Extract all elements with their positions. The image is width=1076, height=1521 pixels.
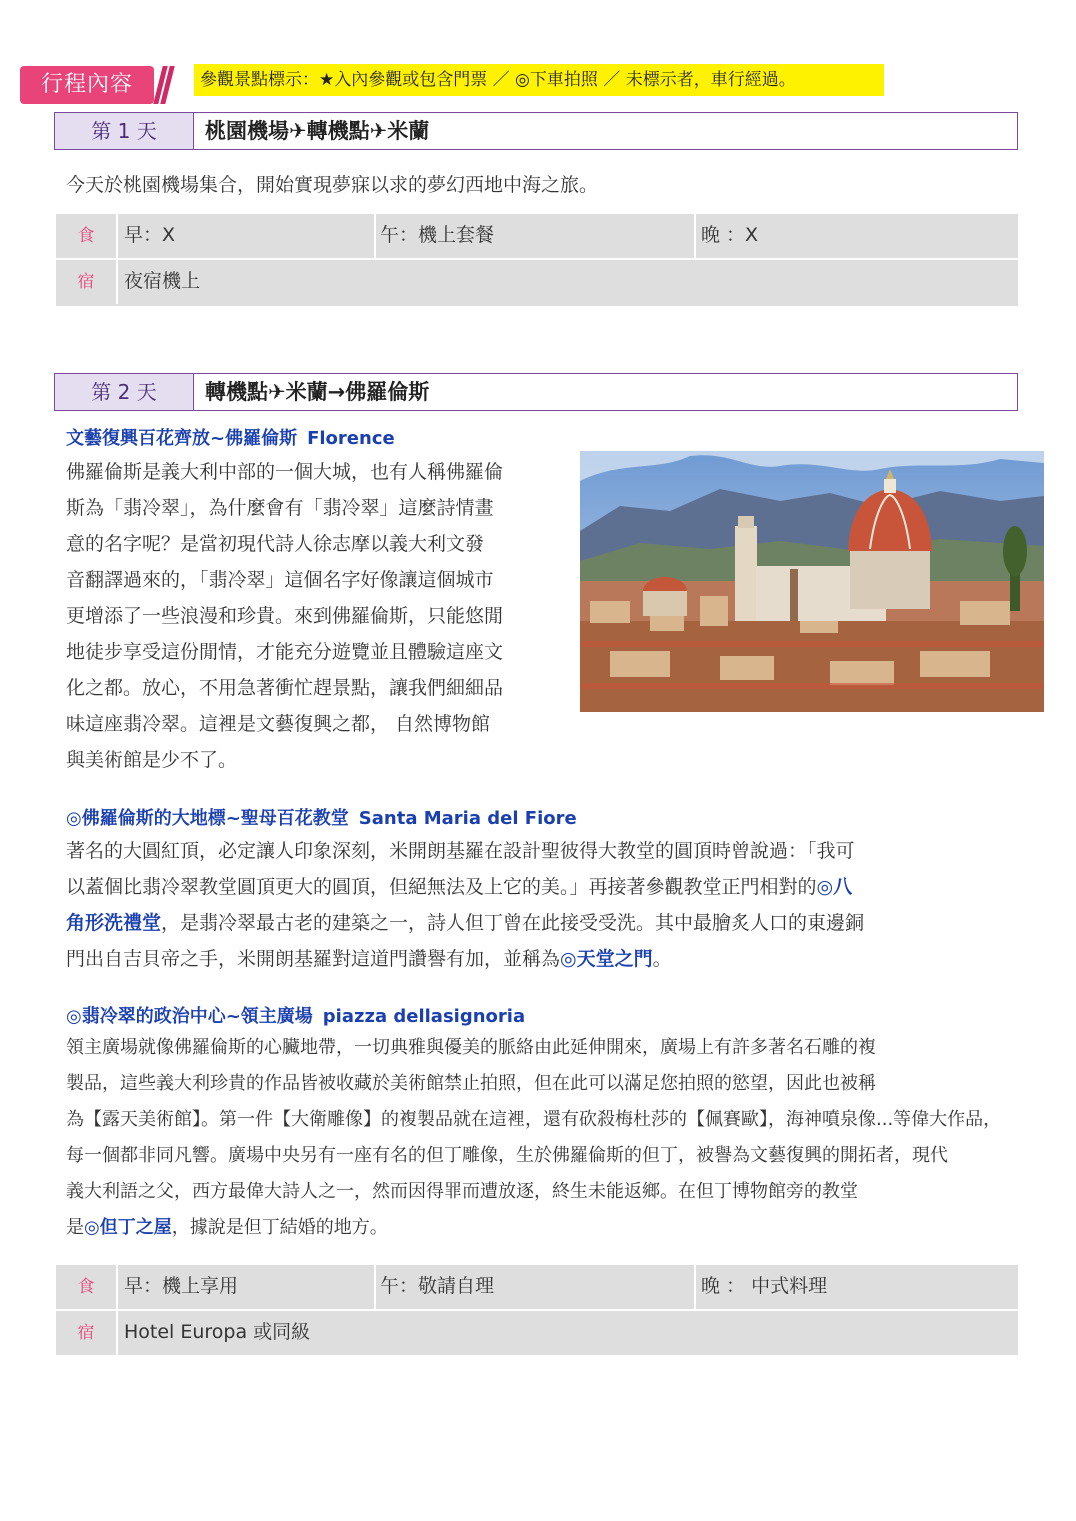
day-2-header (54, 373, 1018, 411)
meal-row (56, 1265, 1018, 1311)
florence-heading: 文藝復興百花齊放~佛羅倫斯 Florence (66, 428, 395, 449)
day-2-meals-table (56, 1265, 1018, 1355)
stay-row (56, 260, 1018, 304)
breakfast: 早：X (124, 224, 176, 246)
duomo-heading: ◎佛羅倫斯的大地標~聖母百花教堂 Santa Maria del Fiore (66, 808, 577, 829)
legend-note: 參觀景點標示：★入內參觀或包含門票 ／ ◎下車拍照 ／ 未標示者，車行經過。 (194, 64, 884, 96)
day-1-header (54, 112, 1018, 150)
hotel: 夜宿機上 (124, 270, 201, 292)
food-label: 食 (56, 214, 118, 258)
dinner: 晚 ： 中式料理 (701, 1275, 828, 1297)
stay-label: 宿 (56, 260, 118, 304)
stay-row (56, 1311, 1018, 1355)
day-2-label: 第 2 天 (55, 374, 194, 410)
signoria-heading: ◎翡冷翠的政治中心~領主廣場 piazza dellasignoria (66, 1006, 526, 1027)
day-1-meals-table (56, 214, 1018, 306)
florence-cathedral-photo (580, 451, 1044, 712)
meal-row (56, 214, 1018, 260)
dinner: 晚 ：X (701, 224, 759, 246)
lunch: 午：機上套餐 (380, 224, 495, 246)
day-1-intro: 今天於桃園機場集合，開始實現夢寐以求的夢幻西地中海之旅。 (66, 174, 599, 196)
day-2-route: 轉機點✈米蘭→佛羅倫斯 (205, 380, 430, 404)
itinerary-tag: 行程內容 (20, 66, 154, 104)
duomo-description: 著名的大圓紅頂，必定讓人印象深刻，米開朗基羅在設計聖彼得大教堂的圓頂時曾說過：「我可 以蓋個比翡冷翠教堂圓頂更大的圓頂，但絕無法及上它的美。」再接著參觀教堂正門相對的◎八 角形洗禮堂，是翡冷翠最古老的建築之一，詩人但丁曾在此接受受洗。其中最膾炙人口的東邊銅 門出自吉貝帝之手，米開朗基羅對這道門讚譽有加，並稱為◎天堂之門。 (66, 840, 865, 970)
day-1-route: 桃園機場✈轉機點✈米蘭 (205, 119, 430, 143)
signoria-description: 領主廣場就像佛羅倫斯的心臟地帶，一切典雅與優美的脈絡由此延伸開來，廣場上有許多著名石雕的複 製品，這些義大利珍貴的作品皆被收藏於美術館禁止拍照，但在此可以滿足您拍照的慾望，因此也被稱 為【露天美術館】。第一件【大衛雕像】的複製品就在這裡，還有砍殺梅杜莎的【佩賽歐】，海神噴泉像...等偉大作品， 每一個都非同凡響。廣場中央另有一座有名的但丁雕像，生於佛羅倫斯的但丁，被譽為文藝復興的開拓者，現代 義大利語之父，西方最偉大詩人之一，然而因得罪而遭放逐，終生未能返鄉。在但丁博物館旁的教堂 是◎但丁之屋，據說是但丁結婚的地方。 (66, 1037, 1002, 1238)
breakfast: 早：機上享用 (124, 1275, 239, 1297)
day-1-label: 第 1 天 (55, 113, 194, 149)
food-label: 食 (56, 1265, 118, 1309)
stay-label: 宿 (56, 1311, 118, 1355)
hotel: Hotel Europa 或同級 (124, 1321, 311, 1343)
lunch: 午：敬請自理 (380, 1275, 495, 1297)
florence-description: 佛羅倫斯是義大利中部的一個大城，也有人稱佛羅倫 斯為「翡冷翠」，為什麼會有「翡冷翠」這麼詩情畫 意的名字呢？是當初現代詩人徐志摩以義大利文發 音翻譯過來的，「翡冷翠」這個名字好像讓這個城市 更增添了一些浪漫和珍貴。來到佛羅倫斯，只能悠閒 地徒步享受這份閒情，才能充分遊覽並且體驗這座文 化之都。放心，不用急著衝忙趕景點，讓我們細細品 味這座翡冷翠。這裡是文藝復興之都， 自然博物館 與美術館是少不了。 (66, 461, 504, 771)
